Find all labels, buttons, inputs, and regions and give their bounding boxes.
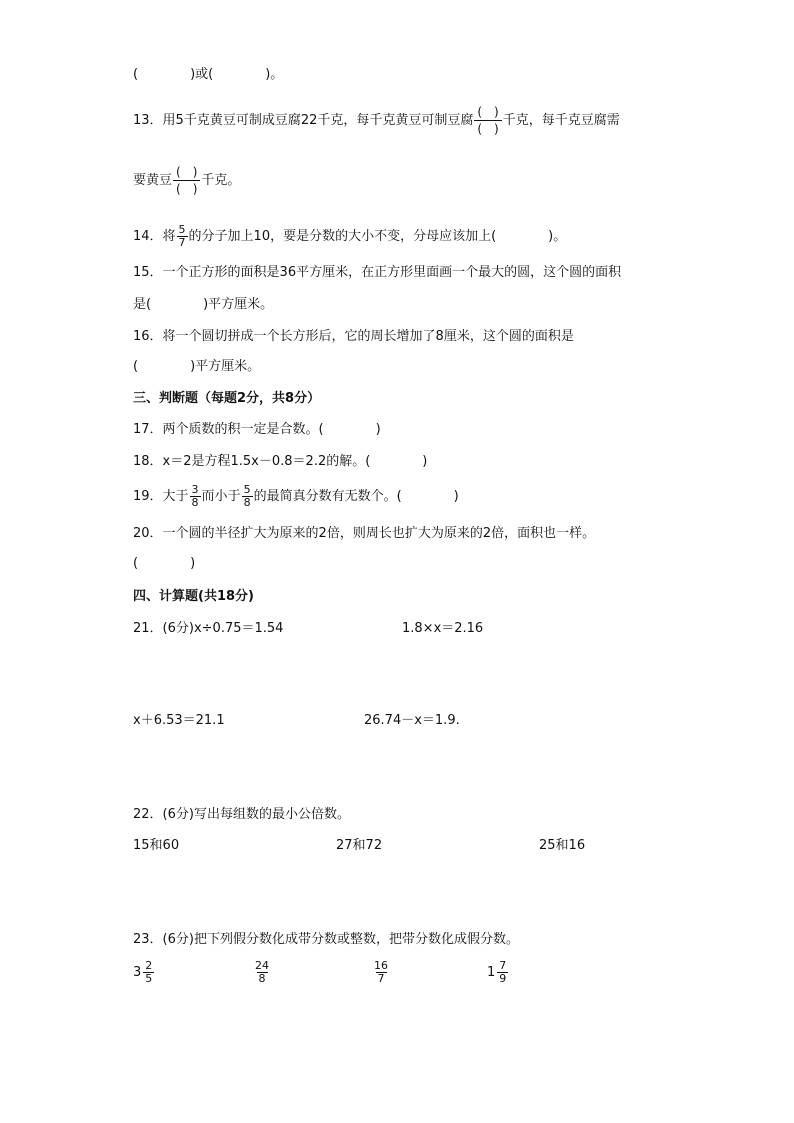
q21-equation-a: 21．(6分)x÷0.75＝1.54: [133, 621, 284, 636]
q23-mixed-number-1: 3 $\frac{2}{5}$: [133, 959, 153, 985]
question-19: [133, 484, 459, 509]
q13-fraction-blank-2[interactable]: $\frac{( )}{( )}$: [173, 164, 200, 197]
question-13-line2: [133, 164, 240, 197]
q13-text-3: 要黄豆: [133, 173, 173, 188]
q23-fraction-3: $\frac{16}{7}$: [374, 959, 388, 985]
question-15-line1: 15．一个正方形的面积是36平方厘米，在正方形里面画一个最大的圆，这个圆的面积: [133, 265, 622, 280]
question-16-line1: 16．将一个圆切拼成一个长方形后，它的周长增加了8厘米，这个圆的面积是: [133, 329, 574, 344]
section-3-heading: 三、判断题（每题2分，共8分）: [133, 391, 321, 406]
question-17: 17．两个质数的积一定是合数。( ): [133, 422, 381, 437]
q22-item-a: 15和60: [133, 838, 180, 853]
section-4-heading: 四、计算题(共18分): [133, 589, 254, 604]
question-20-line2: ( ): [133, 556, 196, 571]
q19-post: 的最简真分数有无数个。( ): [253, 489, 459, 504]
q13-text-1: 13．用5千克黄豆可制成豆腐22千克，每千克黄豆可制豆腐: [133, 113, 474, 128]
q21-equation-d: 26.74－x＝1.9.: [364, 713, 460, 728]
question-13-line1: [133, 104, 620, 137]
q21-equation-c: x＋6.53＝21.1: [133, 713, 225, 728]
q19-fraction-2: $\frac{5}{8}$: [243, 483, 251, 509]
q22-item-c: 25和16: [539, 838, 586, 853]
question-18: 18．x＝2是方程1.5x－0.8＝2.2的解。( ): [133, 454, 428, 469]
q22-item-b: 27和72: [336, 838, 383, 853]
q13-text-2: 千克，每千克豆腐需: [502, 113, 620, 128]
question-14: [133, 224, 566, 249]
q14-fraction: $\frac{5}{7}$: [178, 223, 186, 249]
q23-title: 23．(6分)把下列假分数化成带分数或整数，把带分数化成假分数。: [133, 932, 519, 947]
q13-fraction-blank-1[interactable]: $\frac{( )}{( )}$: [474, 104, 501, 137]
question-16-line2: ( )平方厘米。: [133, 359, 261, 374]
q23-fraction-2: $\frac{24}{8}$: [255, 959, 269, 985]
question-15-line2: 是( )平方厘米。: [133, 297, 274, 312]
q14-post: 的分子加上10，要是分数的大小不变，分母应该加上( )。: [188, 229, 567, 244]
q14-pre: 14．将: [133, 229, 176, 244]
q22-title: 22．(6分)写出每组数的最小公倍数。: [133, 807, 350, 822]
q19-mid: 而小于: [201, 489, 241, 504]
q12-answer-blanks: ( )或( )。: [133, 67, 284, 82]
q19-pre: 19．大于: [133, 489, 189, 504]
question-20-line1: 20．一个圆的半径扩大为原来的2倍，则周长也扩大为原来的2倍，面积也一样。: [133, 526, 596, 541]
q23-mixed-number-4: 1 $\frac{7}{9}$: [487, 959, 507, 985]
q21-equation-b: 1.8×x＝2.16: [402, 621, 484, 636]
q19-fraction-1: $\frac{3}{8}$: [191, 483, 199, 509]
q13-text-4: 千克。: [201, 173, 241, 188]
